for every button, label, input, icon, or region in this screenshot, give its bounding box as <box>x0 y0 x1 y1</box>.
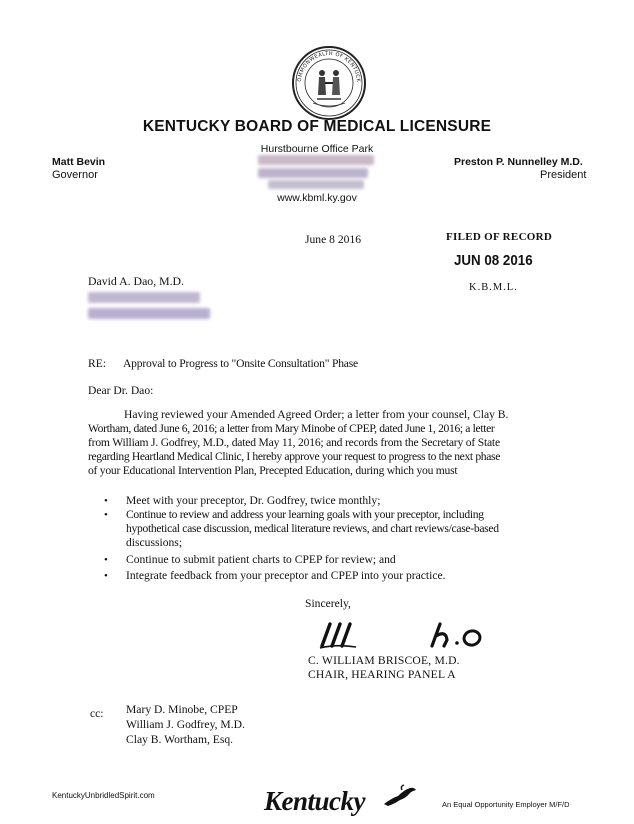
requirement-text: Continue to submit patient charts to CPEP for review; and <box>126 553 396 566</box>
filed-stamp-line1: FILED OF RECORD <box>446 231 553 243</box>
body-line-1: Having reviewed your Amended Agreed Order; a letter from your counsel, Clay B. <box>124 408 509 421</box>
board-title: KENTUCKY BOARD OF MEDICAL LICENSURE <box>142 118 492 135</box>
state-seal <box>291 45 367 121</box>
president-name <box>454 156 583 168</box>
footer-url: KentuckyUnbridledSpirit.com <box>52 791 155 800</box>
redacted-address-1 <box>258 155 374 165</box>
cc-recipient: William J. Godfrey, M.D. <box>126 718 245 731</box>
website: www.kbml.ky.gov <box>277 192 357 204</box>
signer-title: CHAIR, HEARING PANEL A <box>308 668 456 681</box>
redacted-recipient-2 <box>88 308 210 319</box>
requirements-list <box>104 494 544 583</box>
redacted-address-2 <box>258 168 368 178</box>
governor-name: Matt Bevin <box>52 156 106 168</box>
body-line-3: from William J. Godfrey, M.D., dated May 11, 2016; and records from the Secretary of State <box>88 436 500 449</box>
cc-recipient: Mary D. Minobe, CPEP <box>126 703 238 716</box>
letter-date: June 8 2016 <box>305 233 362 246</box>
requirement-text-line: hypothetical case discussion, medical literature reviews, and chart reviews/case-based <box>126 522 499 535</box>
cc-label: cc: <box>90 707 104 720</box>
kentucky-wordmark: Kentucky <box>264 786 365 816</box>
requirement-item <box>104 508 544 550</box>
body-line-2: Wortham, dated June 6, 2016; a letter from Mary Minobe of CPEP, dated June 1, 2016; a letter <box>88 422 495 435</box>
requirement-item <box>104 569 544 583</box>
president-title: President <box>540 169 587 181</box>
horse-icon <box>382 784 418 808</box>
requirement-item <box>104 494 544 508</box>
body-line-4: regarding Heartland Medical Clinic, I hereby approve your request to progress to the next phase <box>88 450 500 463</box>
requirement-item <box>104 553 544 567</box>
filed-stamp-date: JUN 08 2016 <box>454 253 533 269</box>
filed-stamp-line3: K.B.M.L. <box>469 282 518 293</box>
cc-list <box>126 703 245 747</box>
body-line-5: of your Educational Intervention Plan, Precepted Education, during which you must <box>88 464 458 477</box>
re-subject: Approval to Progress to "Onsite Consultation" Phase <box>123 357 358 370</box>
svg-text:COMMONWEALTH OF KENTUCKY: OMMONWEALTH OF KENTUCK <box>296 50 362 83</box>
eoe-statement: An Equal Opportunity Employer M/F/D <box>442 800 570 809</box>
redacted-recipient-1 <box>88 292 200 303</box>
requirement-text: Meet with your preceptor, Dr. Godfrey, twice monthly; <box>126 494 381 507</box>
cc-recipient: Clay B. Wortham, Esq. <box>126 733 234 746</box>
governor-title: Governor <box>52 169 98 181</box>
salutation: Dear Dr. Dao: <box>88 384 154 397</box>
redacted-address-3 <box>268 180 364 189</box>
office-name: Hurstbourne Office Park <box>260 143 374 155</box>
requirement-text: Integrate feedback from your preceptor and CPEP into your practice. <box>126 569 446 582</box>
signature <box>316 618 496 652</box>
re-label: RE: <box>88 357 107 370</box>
requirement-text-line: discussions; <box>126 536 183 549</box>
signer-name: C. WILLIAM BRISCOE, M.D. <box>308 654 460 667</box>
kentucky-logo <box>264 784 424 820</box>
requirement-text-line: • Continue to review and address your learning goals with your preceptor, including <box>126 508 484 521</box>
closing: Sincerely, <box>305 597 351 610</box>
recipient-name: David A. Dao, M.D. <box>88 274 185 288</box>
president-name-text: Preston P. Nunnelley M.D. <box>454 156 583 168</box>
